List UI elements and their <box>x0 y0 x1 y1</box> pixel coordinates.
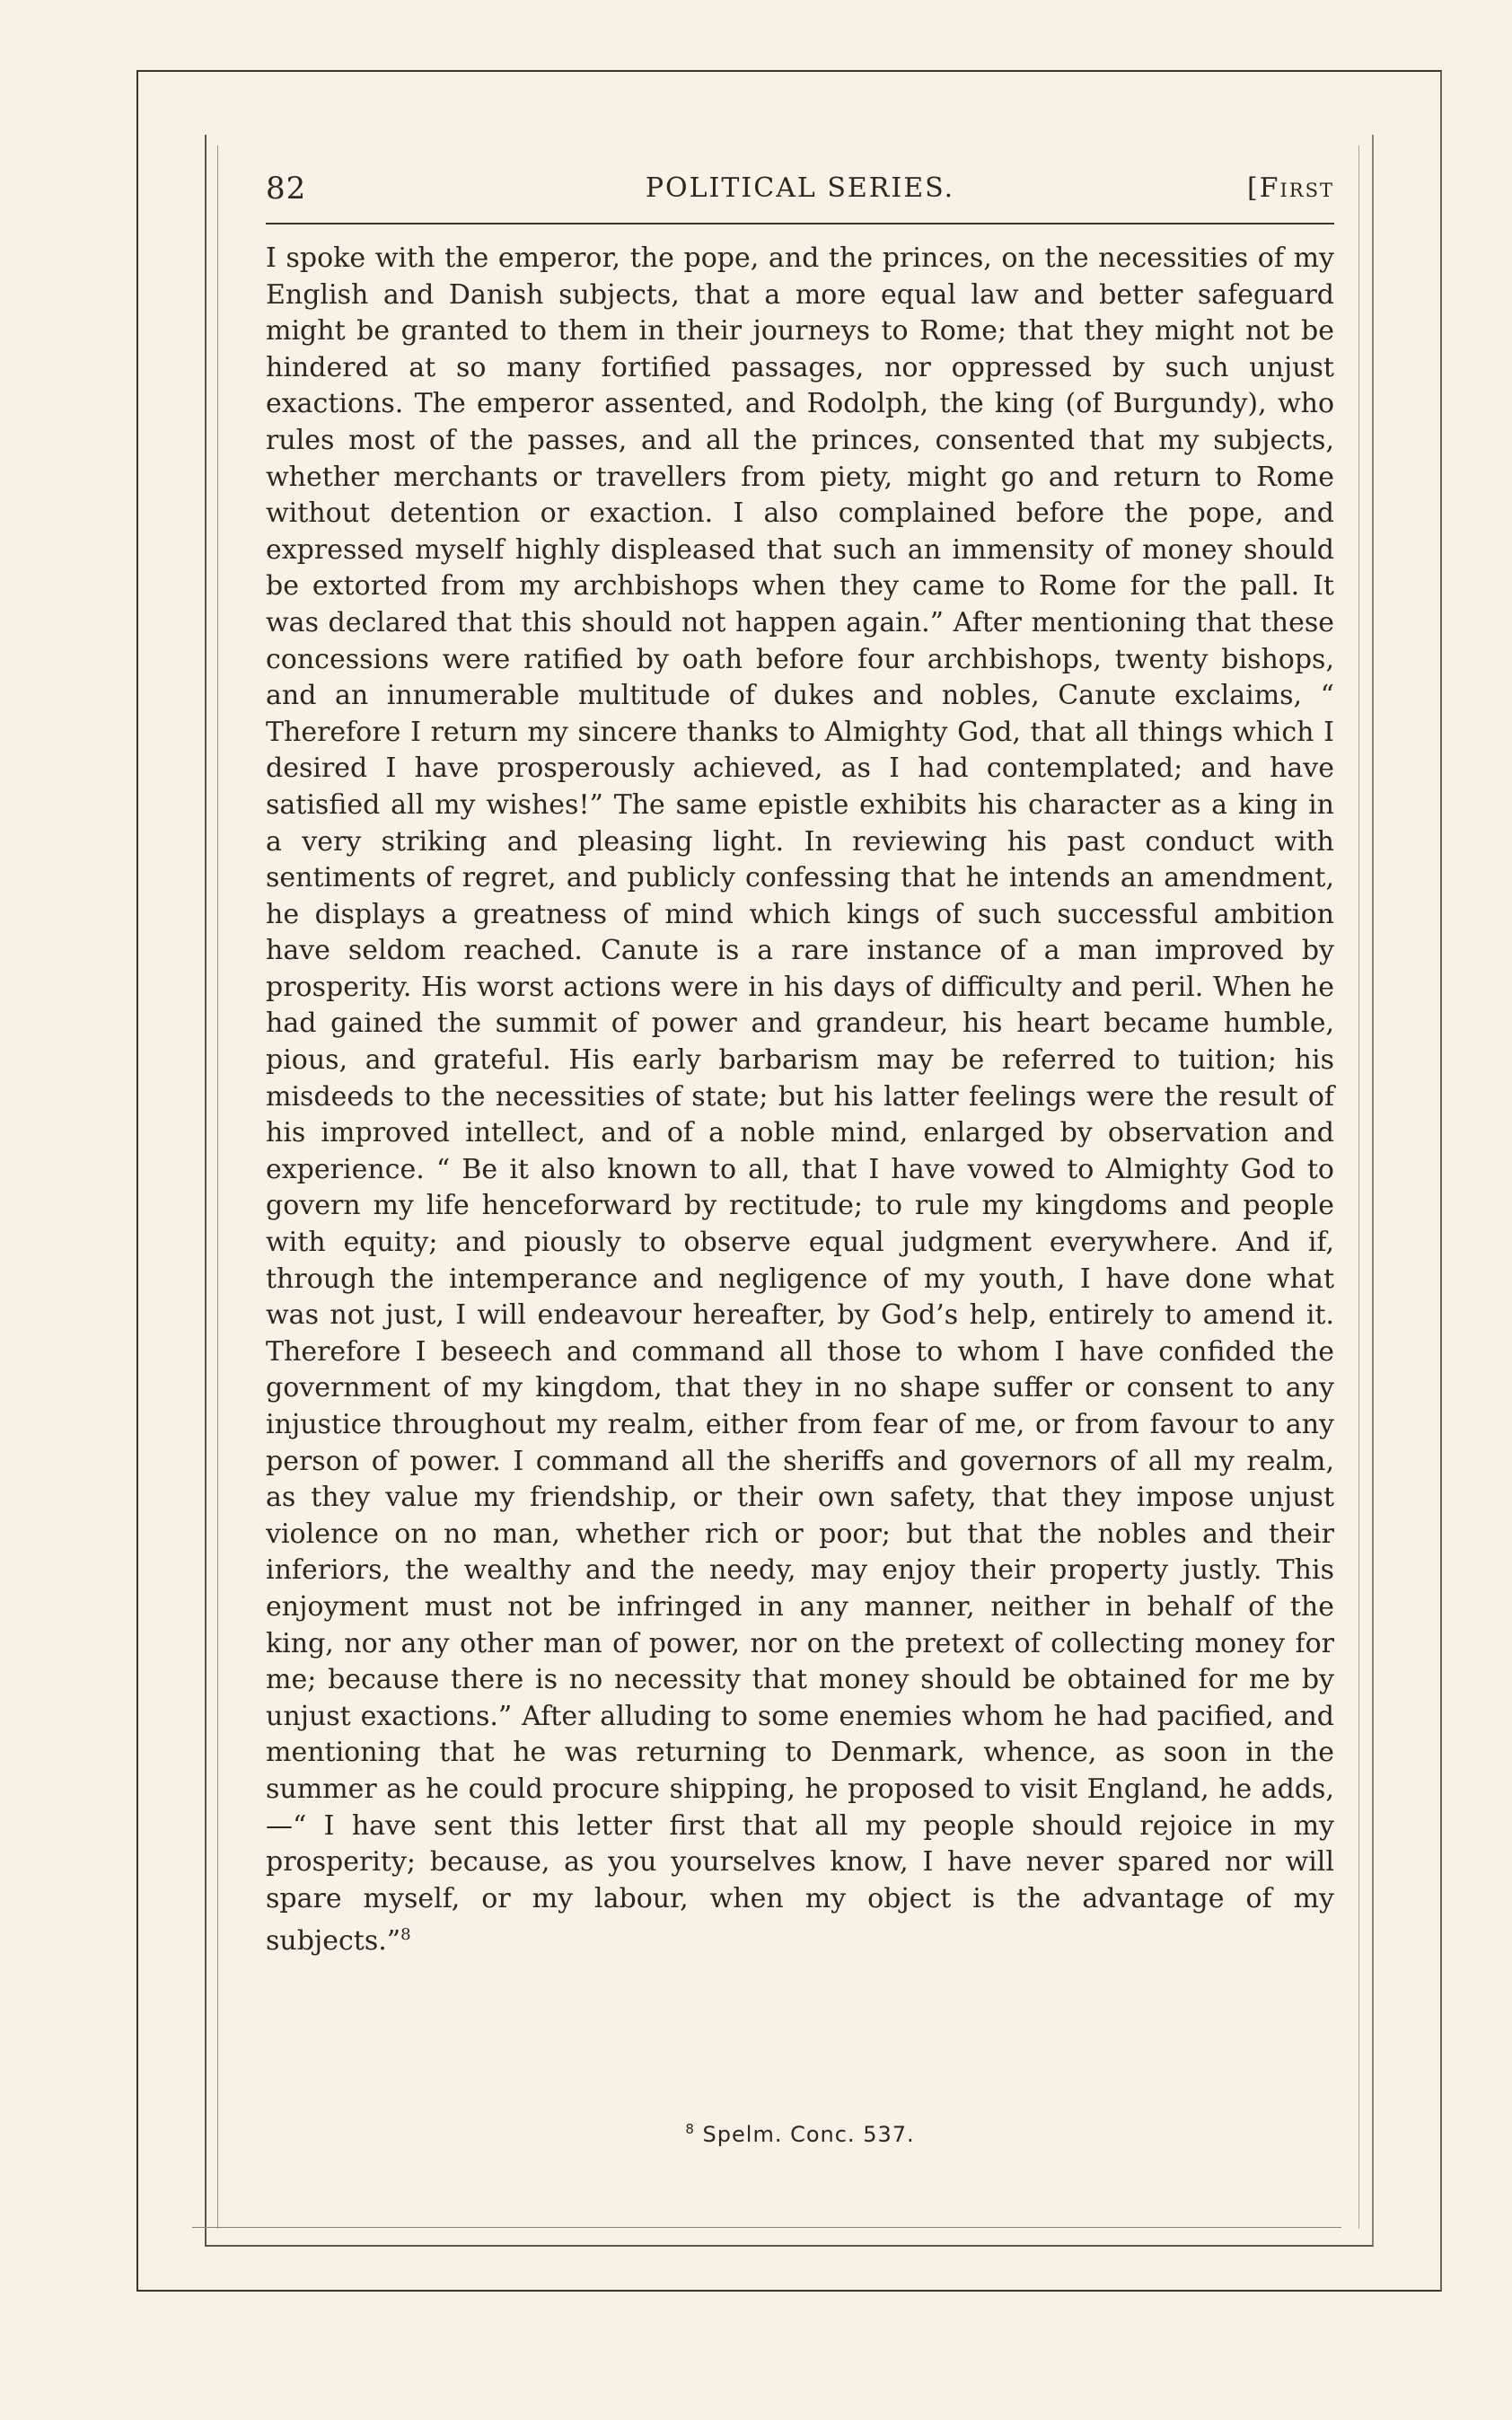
page-number: 82 <box>266 171 307 207</box>
section-mark: [First <box>1246 172 1334 204</box>
footnote-text: Spelm. Conc. 537. <box>702 2122 915 2147</box>
page-header <box>266 171 1334 219</box>
footnote-reference: 8 <box>400 1925 411 1945</box>
body-paragraph: I spoke with the emperor, the pope, and the princes, on the necessities of my English and Danish subjects, that a more equal law and better safeguard might be granted to them in their journeys to Rome; that they might not be hindered at so many fortified passages, nor oppressed by such unjust exactions. The emperor assented, and Rodolph, the king (of Burgundy), who rules most of the passes, and all the princes, consented that my subjects, whether merchants or travellers from piety, might go and return to Rome without detention or exaction. I also complained before the pope, and expressed myself highly displeased that such an immensity of money should be extorted from my archbishops when they came to Rome for the pall. It was declared that this should not happen again.” After mentioning that these concessions were ratified by oath before four archbishops, twenty bishops, and an innumerable multitude of dukes and nobles, Canute exclaims, “ Therefore I return my sincere thanks to Almighty God, that all things which I desired I have prosperously achieved, as I had contemplated; and have satisfied all my wishes!” The same epistle exhibits his character as a king in a very striking and pleasing light. In reviewing his past conduct with sentiments of regret, and publicly confessing that he intends an amendment, he displays a greatness of mind which kings of such successful ambition have seldom reached. Canute is a rare instance of a man improved by prosperity. His worst actions were in his days of difficulty and peril. When he had gained the summit of power and grandeur, his heart became humble, pious, and grateful. His early barbarism may be referred to tuition; his misdeeds to the necessities of state; but his latter feelings were the result of his improved intellect, and of a noble mind, enlarged by observation and experience. “ Be it also known to all, that I have vowed to Almighty God to govern my life henceforward by rectitude; to rule my kingdoms and people with equity; and piously to observe equal judgment everywhere. And if, through the intemperance and negligence of my youth, I have done what was not just, I will endeavour hereafter, by God’s help, entirely to amend it. Therefore I beseech and command all those to whom I have confided the government of my kingdom, that they in no shape suffer or consent to any injustice throughout my realm, either from fear of me, or from favour to any person of power. I command all the sheriffs and governors of all my realm, as they value my friendship, or their own safety, that they impose unjust violence on no man, whether rich or poor; but that the nobles and their inferiors, the wealthy and the needy, may enjoy their property justly. This enjoyment must not be infringed in any manner, neither in behalf of the king, nor any other man of power, nor on the pretext of collecting money for me; because there is no necessity that money should be obtained for me by unjust exactions.” After alluding to some enemies whom he had pacified, and mentioning that he was returning to Denmark, whence, as soon in the summer as he could procure shipping, he proposed to visit England, he adds,—“ I have sent this letter first that all my people should rejoice in my prosperity; because, as you yourselves know, I have never spared nor will spare myself, or my labour, when my object is the advantage of my subjects.” <box>266 242 1334 1958</box>
header-rule <box>266 223 1334 224</box>
bottom-rule <box>192 2227 1341 2228</box>
footnote-marker: 8 <box>685 2121 695 2137</box>
body-text-block <box>266 241 1334 1960</box>
footnote <box>266 2121 1334 2147</box>
running-head: POLITICAL SERIES. <box>645 172 955 204</box>
